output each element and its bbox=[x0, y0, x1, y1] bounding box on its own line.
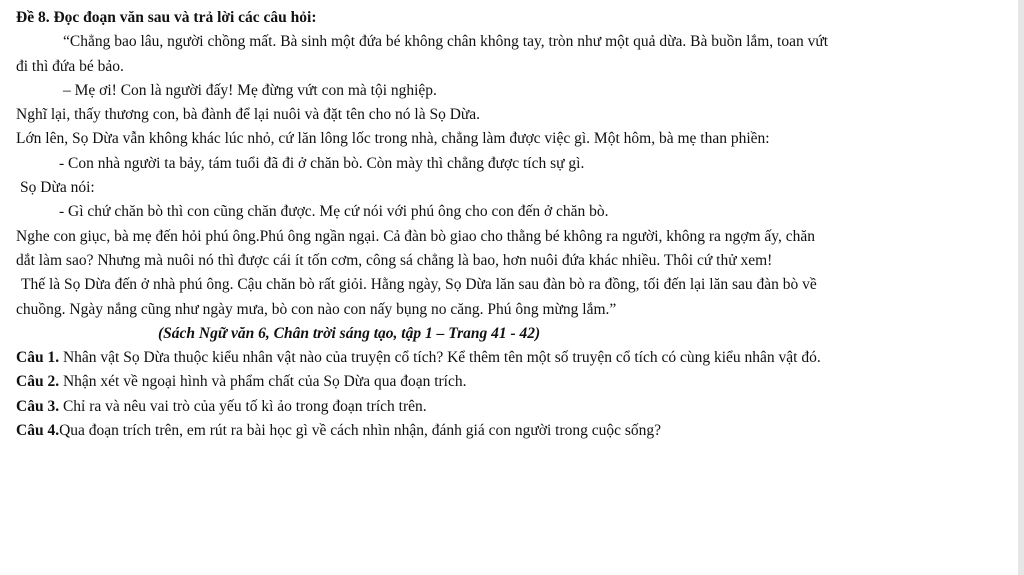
page-edge bbox=[1018, 0, 1024, 575]
exercise-title: Đề 8. Đọc đoạn văn sau và trả lời các câu hỏi: bbox=[16, 9, 317, 26]
passage-line-2: đi thì đứa bé bảo. bbox=[16, 57, 124, 75]
question-2-text: Nhận xét về ngoại hình và phẩm chất của Sọ Dừa qua đoạn trích. bbox=[59, 373, 467, 391]
question-2 bbox=[16, 370, 1024, 394]
passage-line-8: - Gì chứ chăn bò thì con cũng chăn được. Mẹ cứ nói với phú ông cho con đến ở chăn bò. bbox=[59, 203, 609, 221]
passage-line-4: Nghĩ lại, thấy thương con, bà đành để lại nuôi và đặt tên cho nó là Sọ Dừa. bbox=[16, 106, 481, 124]
question-2-label: Câu 2. bbox=[16, 373, 60, 391]
passage-line-9: Nghe con giục, bà mẹ đến hỏi phú ông.Phú ông ngần ngại. Cả đàn bò giao cho thằng bé không ra người, không ra ngợm ấy, chăn bbox=[16, 227, 816, 245]
question-3 bbox=[16, 395, 1024, 419]
question-1 bbox=[16, 346, 1024, 370]
question-1-text: Nhân vật Sọ Dừa thuộc kiểu nhân vật nào của truyện cổ tích? Kể thêm tên một số truyện cổ tích có cùng kiểu nhân vật đó. bbox=[59, 349, 821, 367]
passage-line-10: dắt làm sao? Nhưng mà nuôi nó thì được cái ít tốn cơm, công sá chẳng là bao, hơn nuôi đứa khác nhiều. Thôi cứ thử xem! bbox=[16, 251, 773, 269]
source-citation: (Sách Ngữ văn 6, Chân trời sáng tạo, tập 1 – Trang 41 - 42) bbox=[158, 324, 541, 342]
question-4-label: Câu 4. bbox=[16, 422, 60, 440]
question-4-text: Qua đoạn trích trên, em rút ra bài học gì về cách nhìn nhận, đánh giá con người trong cuộc sống? bbox=[59, 422, 662, 440]
question-4 bbox=[16, 419, 1024, 443]
passage-line-1: “Chẳng bao lâu, người chồng mất. Bà sinh một đứa bé không chân không tay, tròn như một quả dừa. Bà buồn lắm, toan vứt bbox=[63, 33, 829, 51]
question-1-label: Câu 1. bbox=[16, 349, 60, 367]
passage-line-3: – Mẹ ơi! Con là người đấy! Mẹ đừng vứt con mà tội nghiệp. bbox=[63, 81, 437, 99]
passage-line-5: Lớn lên, Sọ Dừa vẫn không khác lúc nhỏ, cứ lăn lông lốc trong nhà, chẳng làm được việc gì. Một hôm, bà mẹ than phiền: bbox=[16, 130, 770, 148]
question-3-label: Câu 3. bbox=[16, 397, 60, 415]
passage-line-11: Thế là Sọ Dừa đến ở nhà phú ông. Cậu chăn bò rất giỏi. Hằng ngày, Sọ Dừa lăn sau đàn bò ra đồng, tối đến lại lăn sau đàn bò về bbox=[21, 276, 817, 294]
question-3-text: Chỉ ra và nêu vai trò của yếu tố kì ảo trong đoạn trích trên. bbox=[59, 397, 427, 415]
passage-line-6: - Con nhà người ta bảy, tám tuổi đã đi ở chăn bò. Còn mày thì chẳng được tích sự gì. bbox=[59, 154, 585, 172]
passage-line-7: Sọ Dừa nói: bbox=[20, 179, 95, 197]
passage-line-12: chuồng. Ngày nắng cũng như ngày mưa, bò con nào con nấy bụng no căng. Phú ông mừng lắm.” bbox=[16, 300, 617, 318]
